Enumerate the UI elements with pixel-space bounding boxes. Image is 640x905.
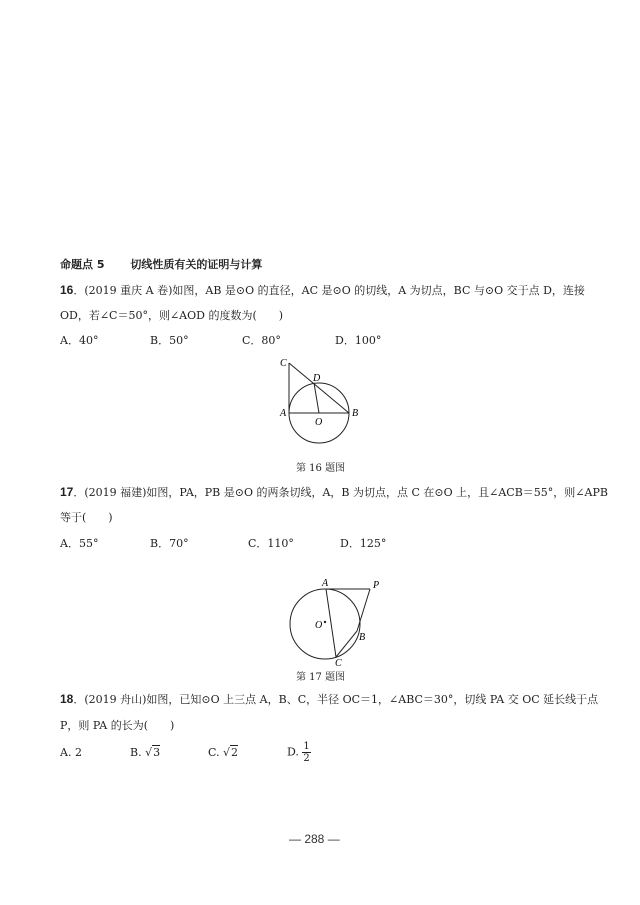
- q18-line1: 18．(2019 舟山)如图，已知⊙O 上三点 A，B、C，半径 OC＝1，∠ABC＝30°，切线 PA 交 OC 延长线于点: [60, 692, 599, 706]
- q17-label-o: O: [315, 620, 323, 631]
- q16-label-d: D: [313, 373, 321, 384]
- q17-label-c: C: [335, 658, 342, 667]
- section-title: 切线性质有关的证明与计算: [130, 258, 263, 271]
- q18-option-d[interactable]: D. $\frac{1}{2}$: [287, 741, 310, 764]
- q16-figure-caption: 第 16 题图: [296, 463, 346, 474]
- sqrt-symbol: √2: [223, 746, 239, 759]
- q16-label-o: O: [315, 417, 323, 428]
- q16-line1: 16．(2019 重庆 A 卷)如图，AB 是⊙O 的直径，AC 是⊙O 的切线，A 为切点，BC 与⊙O 交于点 D，连接: [60, 283, 585, 297]
- q16-text-line1: (2019 重庆 A 卷)如图，AB 是⊙O 的直径，AC 是⊙O 的切线，A 为切点，BC 与⊙O 交于点 D，连接: [84, 284, 585, 297]
- fraction: $\frac{1}{2}$: [303, 741, 310, 764]
- q16-number: 16: [60, 283, 74, 297]
- q16-option-d[interactable]: D．100°: [335, 334, 382, 347]
- q17-option-c[interactable]: C．110°: [248, 537, 294, 550]
- q17-option-d[interactable]: D．125°: [340, 537, 387, 550]
- q17-label-p: P: [373, 580, 380, 591]
- q17-option-a[interactable]: A．55°: [60, 537, 99, 550]
- q17-figure: [280, 572, 390, 667]
- q18-text-line1: (2019 舟山)如图，已知⊙O 上三点 A，B、C，半径 OC＝1，∠ABC＝30°，切线 PA 交 OC 延长线于点: [84, 693, 599, 706]
- q17-label-a: A: [322, 578, 329, 589]
- q18-option-c[interactable]: C. √2: [208, 746, 239, 759]
- q16-label-b: B: [352, 408, 359, 419]
- q18-option-b[interactable]: B. √3: [130, 746, 161, 759]
- q17-number: 17: [60, 485, 74, 499]
- sqrt-symbol: √3: [145, 746, 161, 759]
- q16-option-c[interactable]: C．80°: [242, 334, 281, 347]
- q17-text-line1: (2019 福建)如图，PA，PB 是⊙O 的两条切线，A，B 为切点，点 C 在⊙O 上，且∠ACB＝55°，则∠APB: [84, 486, 608, 499]
- q16-option-b[interactable]: B．50°: [150, 334, 189, 347]
- page-number: — 288 —: [289, 832, 340, 846]
- q16-label-a: A: [280, 408, 287, 419]
- q17-line1: 17．(2019 福建)如图，PA，PB 是⊙O 的两条切线，A，B 为切点，点 C 在⊙O 上，且∠ACB＝55°，则∠APB: [60, 485, 608, 499]
- q16-label-c: C: [280, 358, 287, 369]
- q17-option-b[interactable]: B．70°: [150, 537, 189, 550]
- q16-text-line2: OD，若∠C＝50°，则∠AOD 的度数为( ): [60, 309, 284, 322]
- q18-text-line2: P，则 PA 的长为( ): [60, 719, 175, 732]
- q17-label-b: B: [359, 632, 366, 643]
- section-label: 命题点 5: [60, 258, 105, 271]
- q18-option-a[interactable]: A. 2: [60, 746, 82, 759]
- q16-option-a[interactable]: A．40°: [60, 334, 99, 347]
- q17-figure-caption: 第 17 题图: [296, 672, 346, 683]
- q18-number: 18: [60, 692, 74, 706]
- section-heading: [60, 256, 262, 272]
- q17-text-line2: 等于( ): [60, 511, 113, 524]
- q16-figure: [270, 350, 370, 450]
